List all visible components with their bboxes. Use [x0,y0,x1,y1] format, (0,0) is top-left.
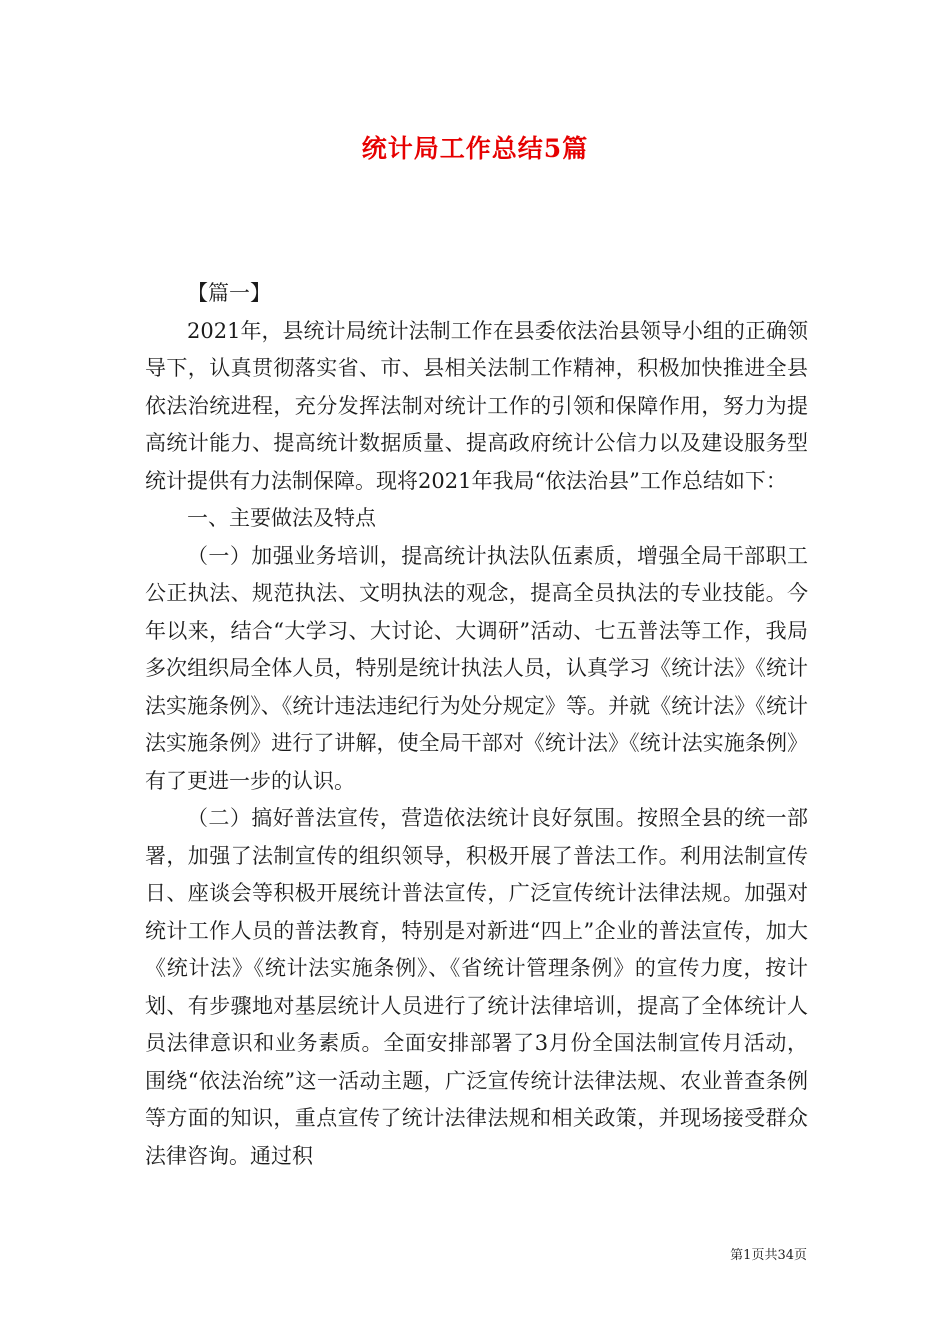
document-body [145,275,808,1175]
document-title: 统计局工作总结5篇 [361,134,589,163]
page-number-footer: 第1页共34页 [730,1248,807,1263]
paragraph-training: （一）加强业务培训，提高统计执法队伍素质，增强全局干部职工公正执法、规范执法、文明执法的观念，提高全员执法的专业技能。今年以来，结合“大学习、大讨论、大调研”活动、七五普法等工作，我局多次组织局全体人员，特别是统计执法人员，认真学习《统计法》《统计法实施条例》、《统计违法违纪行为处分规定》等。并就《统计法》《统计法实施条例》进行了讲解，使全局干部对《统计法》《统计法实施条例》有了更进一步的认识。 [145,543,808,793]
paragraph-intro: 2021年，县统计局统计法制工作在县委依法治县领导小组的正确领导下，认真贯彻落实省、市、县相关法制工作精神，积极加快推进全县依法治统进程，充分发挥法制对统计工作的引领和保障作用，努力为提高统计能力、提高统计数据质量、提高政府统计公信力以及建设服务型统计提供有力法制保障。现将2021年我局“依法治县”工作总结如下： [145,318,808,493]
heading-main-practices: 一、主要做法及特点 [187,506,376,530]
paragraph-publicity: （二）搞好普法宣传，营造依法统计良好氛围。按照全县的统一部署，加强了法制宣传的组织领导，积极开展了普法工作。利用法制宣传日、座谈会等积极开展统计普法宣传，广泛宣传统计法律法规。加强对统计工作人员的普法教育，特别是对新进“四上”企业的普法宣传，加大《统计法》《统计法实施条例》、《省统计管理条例》的宣传力度，按计划、有步骤地对基层统计人员进行了统计法律培训，提高了全体统计人员法律意识和业务素质。全面安排部署了3月份全国法制宣传月活动，围绕“依法治统”这一活动主题，广泛宣传统计法律法规、农业普查条例等方面的知识，重点宣传了统计法律法规和相关政策，并现场接受群众法律咨询。通过积 [145,806,808,1168]
section-label: 【篇一】 [187,281,271,305]
